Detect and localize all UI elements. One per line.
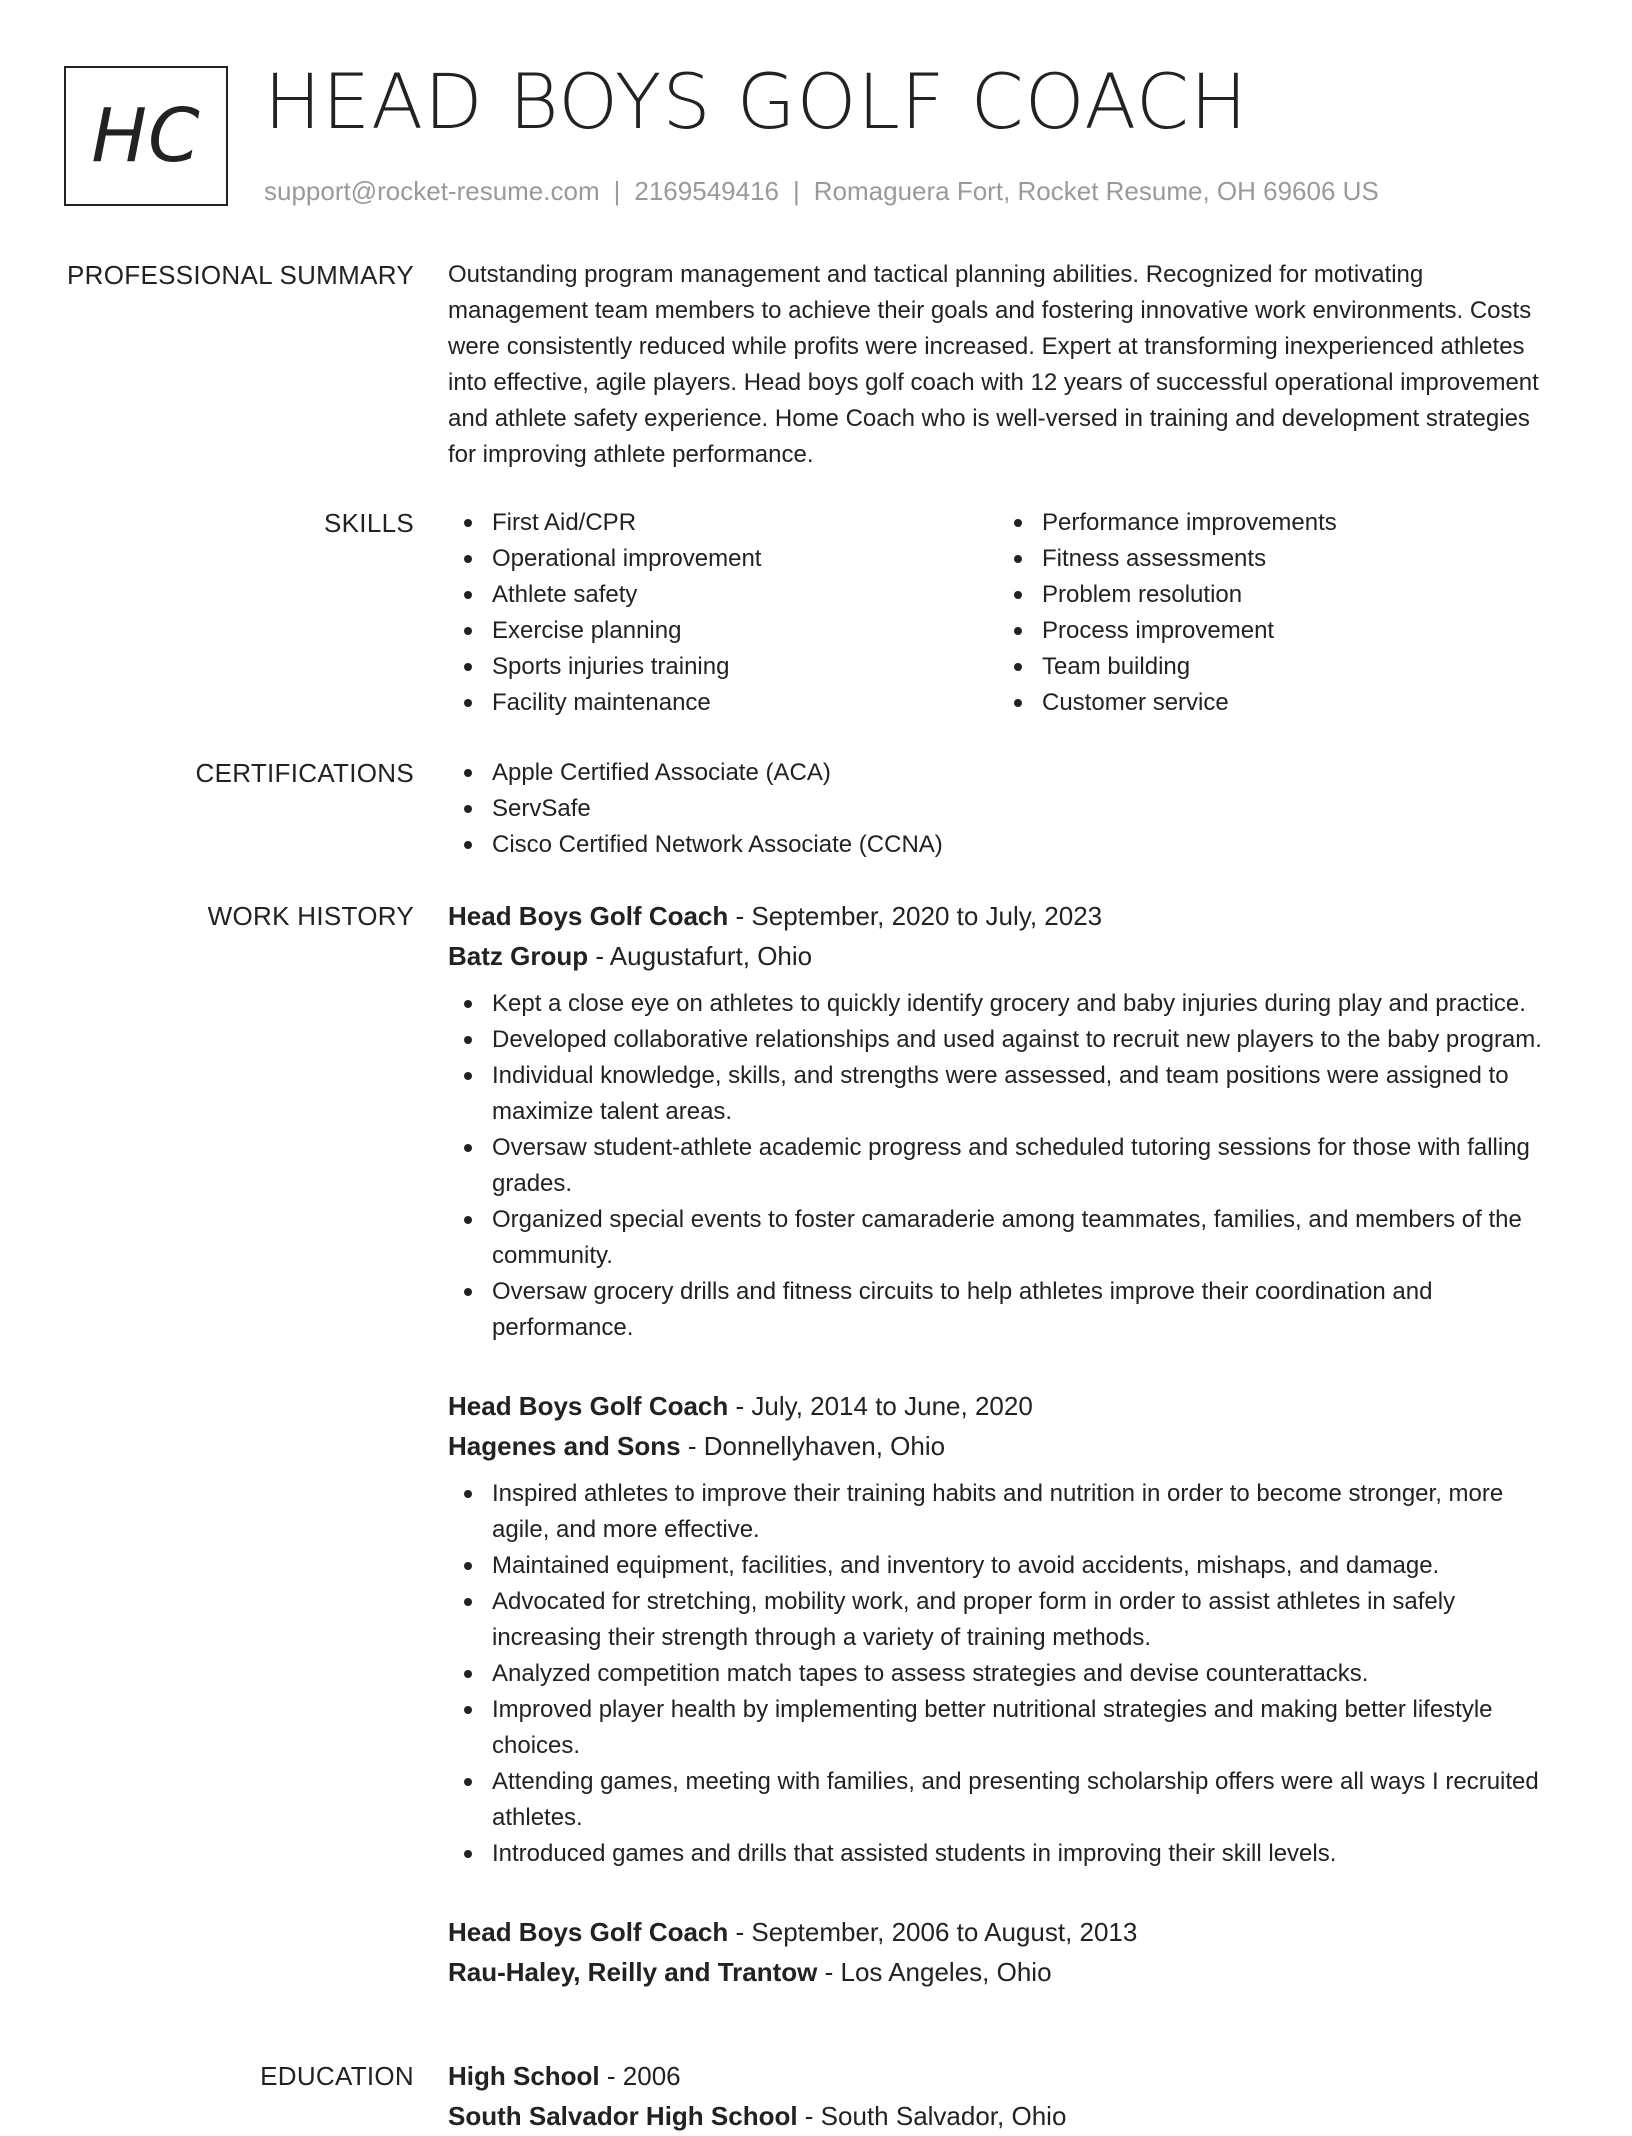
skill-item: Customer service bbox=[998, 685, 1548, 721]
job-duty: Kept a close eye on athletes to quickly identify grocery and baby injuries during play and practice. bbox=[448, 986, 1563, 1022]
skill-item: Exercise planning bbox=[448, 613, 998, 649]
job-duty: Advocated for stretching, mobility work, and proper form in order to assist athletes in safely increasing their strength through a variety of training methods. bbox=[448, 1584, 1563, 1656]
job-company: Batz Group bbox=[448, 941, 589, 971]
job-duty: Organized special events to foster camaraderie among teammates, families, and members of the community. bbox=[448, 1202, 1563, 1274]
job-title: Head Boys Golf Coach bbox=[448, 1391, 729, 1421]
contact-separator: | bbox=[793, 176, 800, 206]
education-school: South Salvador High School bbox=[448, 2101, 798, 2131]
job-title-line bbox=[448, 1912, 1563, 1952]
contact-separator: | bbox=[613, 176, 621, 206]
job-entry bbox=[448, 1912, 1563, 1992]
job-duty: Maintained equipment, facilities, and inventory to avoid accidents, mishaps, and damage. bbox=[448, 1548, 1563, 1584]
skill-item: Fitness assessments bbox=[998, 541, 1548, 577]
job-duty: Individual knowledge, skills, and strengths were assessed, and team positions were assigned to maximize talent areas. bbox=[448, 1058, 1563, 1130]
skill-item: Performance improvements bbox=[998, 505, 1548, 541]
skill-item: Process improvement bbox=[998, 613, 1548, 649]
work-history-heading: WORK HISTORY bbox=[207, 901, 414, 931]
job-duty: Oversaw student-athlete academic progress and scheduled tutoring sessions for those with falling grades. bbox=[448, 1130, 1563, 1202]
job-company: Rau-Haley, Reilly and Trantow bbox=[448, 1957, 818, 1987]
skill-item: Athlete safety bbox=[448, 577, 998, 613]
skill-item: Operational improvement bbox=[448, 541, 998, 577]
job-company-line bbox=[448, 936, 1563, 976]
certifications-list bbox=[448, 755, 1563, 863]
contact-address: Romaguera Fort, Rocket Resume, OH 69606 US bbox=[813, 176, 1379, 206]
job-dates: - September, 2006 to August, 2013 bbox=[728, 1917, 1138, 1947]
job-company-line bbox=[448, 1952, 1563, 1992]
job-duties-list bbox=[448, 1476, 1563, 1872]
skill-item: First Aid/CPR bbox=[448, 505, 998, 541]
job-title-line bbox=[448, 1386, 1563, 1426]
education-degree-line bbox=[448, 2056, 1563, 2096]
certification-item: ServSafe bbox=[448, 791, 1563, 827]
job-entry bbox=[448, 1386, 1563, 1872]
skills-list-right bbox=[998, 505, 1548, 721]
skills-list-left bbox=[448, 505, 998, 721]
skills-heading: SKILLS bbox=[324, 508, 414, 538]
job-duty: Developed collaborative relationships and used against to recruit new players to the baby program. bbox=[448, 1022, 1563, 1058]
job-title: Head Boys Golf Coach bbox=[448, 901, 729, 931]
education-year: - 2006 bbox=[599, 2061, 681, 2091]
skill-item: Sports injuries training bbox=[448, 649, 998, 685]
job-company: Hagenes and Sons bbox=[448, 1431, 681, 1461]
job-duty: Oversaw grocery drills and fitness circuits to help athletes improve their coordination and performance. bbox=[448, 1274, 1563, 1346]
job-duty: Improved player health by implementing better nutritional strategies and making better lifestyle choices. bbox=[448, 1692, 1563, 1764]
job-duties-list bbox=[448, 986, 1563, 1346]
job-entry bbox=[448, 896, 1563, 1346]
job-duty: Introduced games and drills that assisted students in improving their skill levels. bbox=[448, 1836, 1563, 1872]
job-duty: Inspired athletes to improve their training habits and nutrition in order to become stronger, more agile, and more effective. bbox=[448, 1476, 1563, 1548]
job-title: Head Boys Golf Coach bbox=[448, 1917, 729, 1947]
monogram-initials: HC bbox=[91, 93, 201, 179]
certification-item: Cisco Certified Network Associate (CCNA) bbox=[448, 827, 1563, 863]
job-location: - Augustafurt, Ohio bbox=[588, 941, 813, 971]
skill-item: Team building bbox=[998, 649, 1548, 685]
job-dates: - July, 2014 to June, 2020 bbox=[728, 1391, 1033, 1421]
education-location: - South Salvador, Ohio bbox=[797, 2101, 1067, 2131]
job-dates: - September, 2020 to July, 2023 bbox=[728, 901, 1103, 931]
education-school-line bbox=[448, 2096, 1563, 2136]
job-location: - Los Angeles, Ohio bbox=[817, 1957, 1052, 1987]
certifications-heading: CERTIFICATIONS bbox=[195, 758, 414, 788]
job-company-line bbox=[448, 1426, 1563, 1466]
education-heading: EDUCATION bbox=[260, 2061, 414, 2091]
contact-email: support@rocket-resume.com bbox=[264, 176, 600, 206]
monogram-box bbox=[64, 66, 228, 206]
job-duty: Attending games, meeting with families, and presenting scholarship offers were all ways I recruited athletes. bbox=[448, 1764, 1563, 1836]
skill-item: Problem resolution bbox=[998, 577, 1548, 613]
summary-heading: PROFESSIONAL SUMMARY bbox=[67, 260, 414, 290]
job-title-line bbox=[448, 896, 1563, 936]
certification-item: Apple Certified Associate (ACA) bbox=[448, 755, 1563, 791]
skill-item: Facility maintenance bbox=[448, 685, 998, 721]
summary-text: Outstanding program management and tactical planning abilities. Recognized for motivating management team members to achieve their goals and fostering innovative work environments. Costs were consistently reduced while profits were increased. Expert at transforming inexperienced athletes into effective, agile players. Head boys golf coach with 12 years of successful operational improvement and athlete safety experience. Home Coach who is well-versed in training and development strategies for improving athlete performance. bbox=[448, 261, 1539, 468]
job-location: - Donnellyhaven, Ohio bbox=[680, 1431, 946, 1461]
education-degree: High School bbox=[448, 2061, 600, 2091]
contact-line bbox=[264, 174, 1379, 208]
job-duty: Analyzed competition match tapes to assess strategies and devise counterattacks. bbox=[448, 1656, 1563, 1692]
page-title: HEAD BOYS GOLF COACH bbox=[264, 57, 1249, 146]
contact-phone: 2169549416 bbox=[634, 176, 779, 206]
